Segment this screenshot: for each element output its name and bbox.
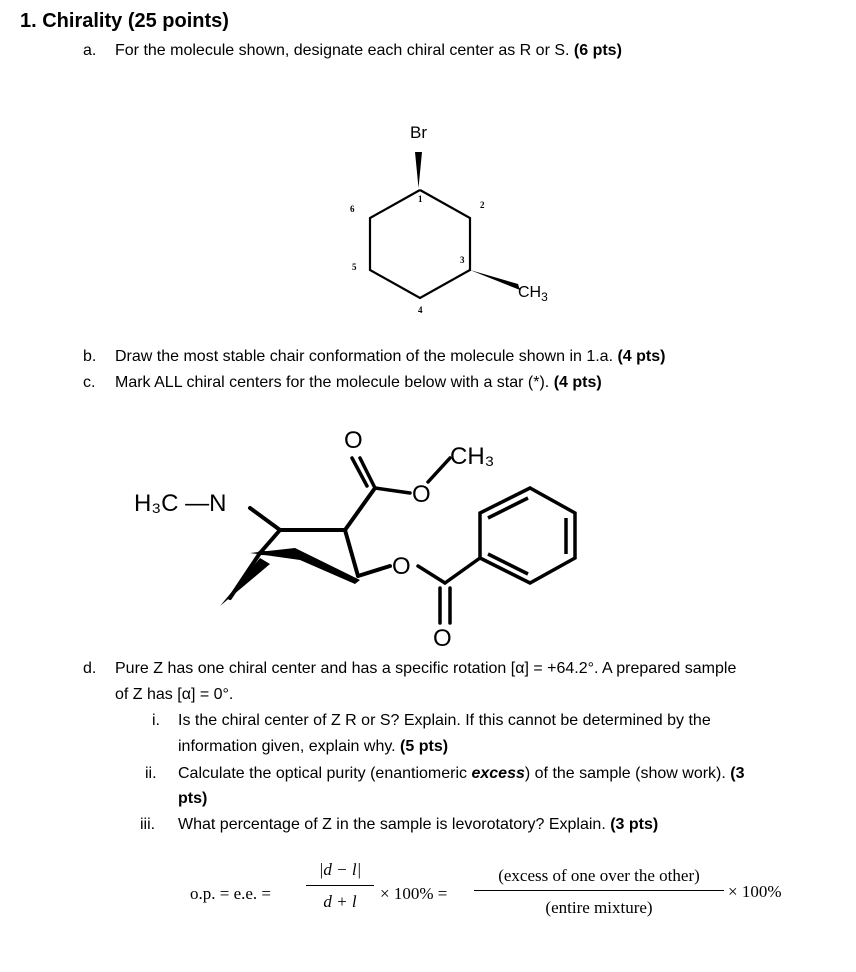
ester-methyl-label: CH₃ xyxy=(450,443,495,470)
sub-ii-points-b: pts) xyxy=(178,790,208,807)
bromine-label: Br xyxy=(410,123,427,142)
tropane-skeleton xyxy=(230,488,390,598)
formula-frac2-den: (entire mixture) xyxy=(545,898,653,917)
part-b-label: b. xyxy=(83,348,97,365)
formula-frac2-num: (excess of one over the other) xyxy=(498,866,700,885)
sub-iii-line xyxy=(178,816,658,834)
sub-ii-label: ii. xyxy=(145,765,157,782)
sub-ii-excess: excess xyxy=(471,765,525,782)
sub-ii-text-b: ) of the sample (show work). xyxy=(524,765,731,782)
ring-number-3: 3 xyxy=(460,255,465,265)
sub-ii-points-a: (3 xyxy=(730,765,745,782)
n-methyl-label: H₃C —N xyxy=(134,490,227,517)
part-c-prompt: Mark ALL chiral centers for the molecule below with a star (*). xyxy=(115,374,554,391)
ring-number-1: 1 xyxy=(418,194,423,204)
formula-times1: × 100% = xyxy=(380,884,448,903)
bromo-wedge-bond xyxy=(415,152,422,188)
sub-ii-line2 xyxy=(178,790,207,808)
ring-number-6: 6 xyxy=(350,204,355,214)
formula-lhs: o.p. = e.e. = xyxy=(190,884,272,903)
sub-i-line2-text: information given, explain why. xyxy=(178,738,401,755)
part-d-line1: Pure Z has one chiral center and has a specific rotation [α] = +64.2°. A prepared sample xyxy=(115,660,737,677)
sub-iii-label: iii. xyxy=(140,816,156,833)
formula-frac1-num: |d − l| xyxy=(318,860,362,879)
molecule-a-structure xyxy=(330,110,590,320)
cyclohexane-ring xyxy=(370,190,470,298)
part-c-points: (4 pts) xyxy=(553,374,602,391)
benzene-ring xyxy=(480,488,575,583)
sub-i-label: i. xyxy=(152,712,160,729)
formula-times2: × 100% xyxy=(728,882,782,901)
sub-ii-text-a: Calculate the optical purity (enantiomeric xyxy=(178,765,472,782)
ring-number-2: 2 xyxy=(480,200,485,210)
part-c-label: c. xyxy=(83,374,96,391)
sub-i-points: (5 pts) xyxy=(400,738,449,755)
methyl-label: $CH_3$ xyxy=(518,284,548,304)
molecule-c-structure xyxy=(120,418,640,653)
part-d-label: d. xyxy=(83,660,97,677)
sub-i-line2 xyxy=(178,738,448,756)
part-b-text xyxy=(115,348,665,366)
ring-number-4: 4 xyxy=(418,305,423,315)
carbonyl-oxygen-1: O xyxy=(344,427,363,454)
ester-oxygen-2: O xyxy=(392,553,411,580)
part-a-points: (6 pts) xyxy=(573,42,622,59)
part-b-points: (4 pts) xyxy=(617,348,666,365)
part-a-prompt: For the molecule shown, designate each chiral center as R or S. xyxy=(115,42,574,59)
ester-group-2 xyxy=(418,558,480,623)
sub-i-line1: Is the chiral center of Z R or S? Explain. If this cannot be determined by the xyxy=(178,712,711,729)
carbonyl-oxygen-2: O xyxy=(433,625,452,652)
formula-frac1-bar xyxy=(306,885,374,886)
part-a-text xyxy=(115,42,622,60)
methyl-wedge-bond xyxy=(470,270,520,290)
ester-group-1 xyxy=(352,458,450,493)
question-heading: 1. Chirality (25 points) xyxy=(20,10,229,32)
part-a-label: a. xyxy=(83,42,97,59)
ring-number-5: 5 xyxy=(352,262,357,272)
ring-wedge-bond xyxy=(220,558,270,606)
sub-iii-points: (3 pts) xyxy=(610,816,659,833)
part-c-text xyxy=(115,374,602,392)
part-b-prompt: Draw the most stable chair conformation of the molecule shown in 1.a. xyxy=(115,348,618,365)
part-d-line2: of Z has [α] = 0°. xyxy=(115,686,234,703)
formula-frac1-den: d + l xyxy=(323,892,357,911)
formula-frac2-bar xyxy=(474,890,724,891)
sub-ii-line1 xyxy=(178,765,745,783)
ester-oxygen-1: O xyxy=(412,481,431,508)
sub-iii-text: What percentage of Z in the sample is levorotatory? Explain. xyxy=(178,816,611,833)
